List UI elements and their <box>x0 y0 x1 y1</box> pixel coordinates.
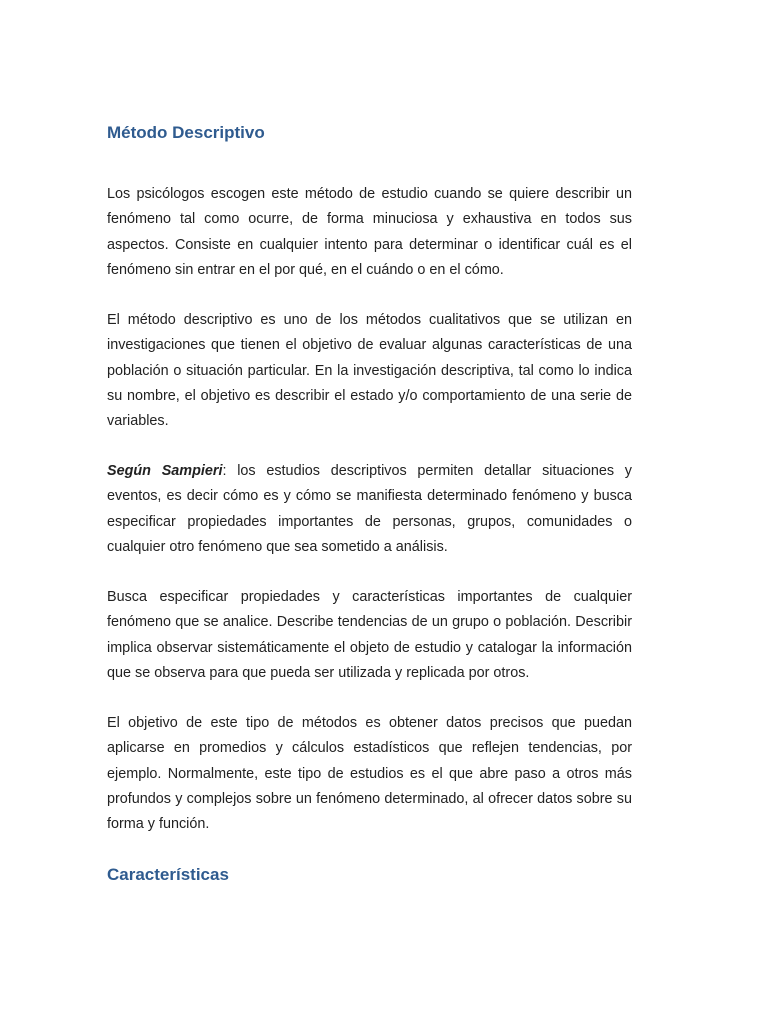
page-title: Método Descriptivo <box>107 123 265 142</box>
paragraph-1: Los psicólogos escogen este método de estudio cuando se quiere describir un fenómeno tal como ocurre, de forma minuciosa y exhaustiva en todos sus aspectos. Consiste en cualquier intento para determinar o identificar cuál es el fenómeno sin entrar en el por qué, en el cuándo o en el cómo. <box>107 186 632 278</box>
section-heading-caracteristicas: Características <box>107 865 229 884</box>
paragraph-3-text: : los estudios descriptivos permiten detallar situaciones y eventos, es decir cómo es y cómo se manifiesta determinado fenómeno y busca especificar propiedades importantes de personas, grupos, comunidades o cualquier otro fenómeno que sea sometido a análisis. <box>107 463 632 555</box>
paragraph-2: El método descriptivo es uno de los métodos cualitativos que se utilizan en investigaciones que tienen el objetivo de evaluar algunas características de una población o situación particular. En la investigación descriptiva, tal como lo indica su nombre, el objetivo es describir el estado y/o comportamiento de una serie de variables. <box>107 312 632 430</box>
paragraph-5: El objetivo de este tipo de métodos es obtener datos precisos que puedan aplicarse en promedios y cálculos estadísticos que reflejen tendencias, por ejemplo. Normalmente, este tipo de estudios es el que abre paso a otros más profundos y complejos sobre un fenómeno determinado, al ofrecer datos sobre su forma y función. <box>107 715 632 833</box>
paragraph-3-lead: Según Sampieri <box>107 463 223 479</box>
paragraph-4: Busca especificar propiedades y características importantes de cualquier fenómeno que se analice. Describe tendencias de un grupo o población. Describir implica observar sistemáticamente el objeto de estudio y catalogar la información que se observa para que pueda ser utilizada y replicada por otros. <box>107 589 632 681</box>
paragraph-3 <box>107 459 632 560</box>
